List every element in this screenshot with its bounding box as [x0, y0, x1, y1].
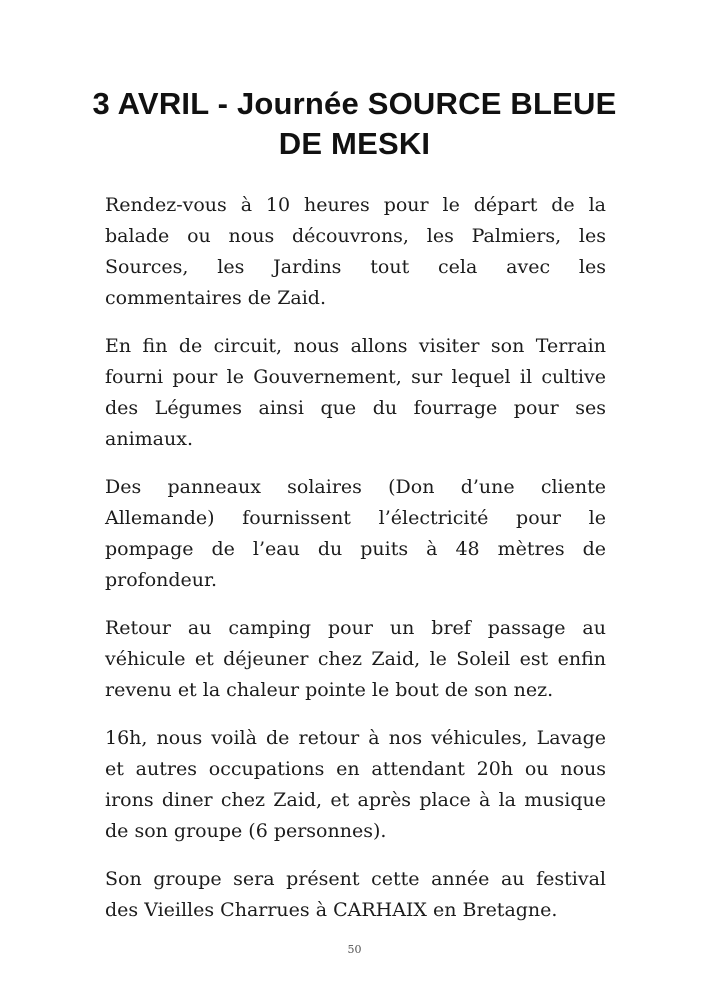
page-title: 3 AVRIL - Journée SOURCE BLEUE DE MESKI: [92, 86, 617, 161]
paragraph-5: 16h, nous voilà de retour à nos véhicules, Lavage et autres occupations en attendant 20h ou nous irons diner chez Zaid, et après place à la musique de son groupe (6 personnes).: [105, 727, 606, 842]
paragraph-1: Rendez-vous à 10 heures pour le départ de la balade ou nous découvrons, les Palmiers, les Sources, les Jardins tout cela avec les commentaires de Zaid.: [105, 194, 606, 309]
page-number: 50: [347, 943, 362, 956]
page-content: [105, 190, 606, 926]
paragraph-2: En fin de circuit, nous allons visiter son Terrain fourni pour le Gouvernement, sur lequel il cultive des Légumes ainsi que du fourrage pour ses animaux.: [105, 335, 606, 450]
paragraph-4: Retour au camping pour un bref passage au véhicule et déjeuner chez Zaid, le Soleil est enfin revenu et la chaleur pointe le bout de son nez.: [105, 617, 606, 701]
paragraph-6: Son groupe sera présent cette année au festival des Vieilles Charrues à CARHAIX en Bretagne.: [105, 868, 606, 921]
paragraph-3: Des panneaux solaires (Don d’une cliente Allemande) fournissent l’électricité pour le pompage de l’eau du puits à 48 mètres de profondeur.: [105, 476, 606, 591]
